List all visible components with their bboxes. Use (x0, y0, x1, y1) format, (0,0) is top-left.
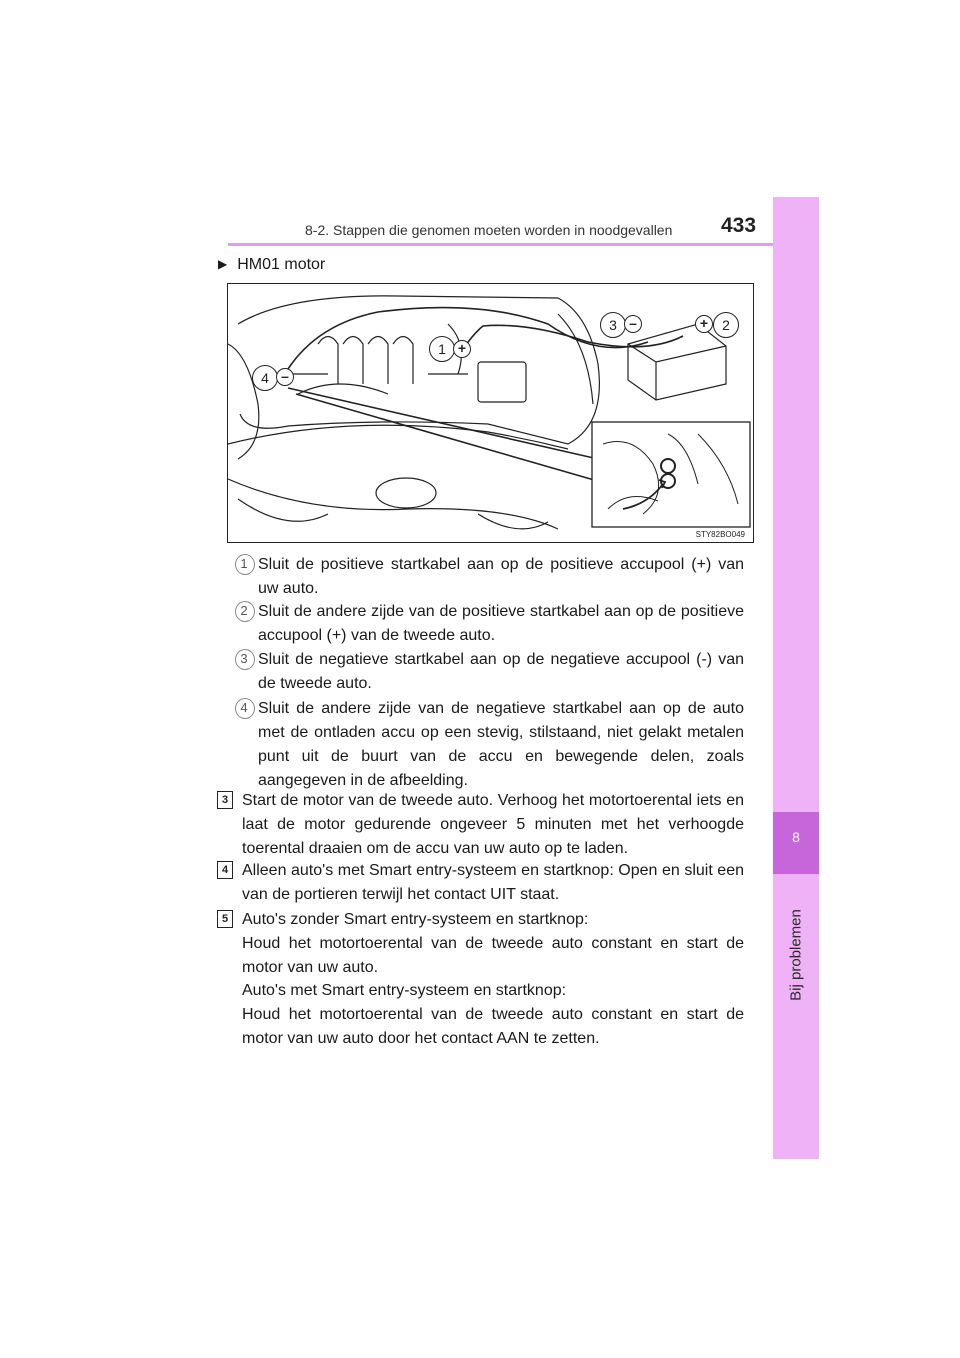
callout-3: 3 (600, 312, 626, 338)
emblem (376, 478, 436, 508)
step-number-5: 5 (217, 910, 233, 928)
negative-cable-lower (296, 394, 608, 484)
minus-sign-icon: – (624, 315, 642, 333)
figure-code: STY82BO049 (695, 530, 745, 539)
fender-left (228, 344, 259, 459)
negative-cable-top (288, 308, 648, 369)
engine-jumpstart-illustration (227, 283, 754, 543)
fender-right (558, 314, 593, 404)
step-text-5a: Houd het motortoerental van de tweede auto constant en start de motor van uw auto. (242, 935, 744, 976)
chapter-label: Bij problemen (787, 909, 805, 1001)
donor-battery (628, 324, 726, 400)
step-text-5b-title: Auto's met Smart entry-systeem en startknop: (242, 982, 567, 999)
substep-text-4: Sluit de andere zijde van de negatieve startkabel aan op de auto met de ontladen accu op een stevig, stilstaand, niet gelakt metalen punt uit de buurt van de accu en bewegende delen, zoals aangegeven in de afbeelding. (258, 700, 744, 789)
substep-text-1: Sluit de positieve startkabel aan op de positieve accupool (+) van uw auto. (258, 556, 744, 597)
substep-number-3: 3 (237, 651, 251, 667)
substep-text-3: Sluit de negatieve startkabel aan op de negatieve accupool (-) van de tweede auto. (258, 651, 744, 692)
bumper-line (228, 425, 568, 449)
plus-sign-icon: + (453, 340, 471, 358)
variant-heading-text: HM01 motor (237, 256, 326, 273)
substep-text-2: Sluit de andere zijde van de positieve startkabel aan op de positieve accupool (+) van de tweede auto. (258, 603, 744, 644)
page-number: 433 (721, 214, 757, 237)
callout-4: 4 (252, 365, 278, 391)
substep-number-1: 1 (237, 556, 251, 572)
illustration-drawing (228, 284, 753, 542)
chapter-side-tab (773, 197, 819, 1159)
chapter-number: 8 (792, 829, 800, 845)
hood-outline (238, 296, 599, 444)
running-header: 8-2. Stappen die genomen moeten worden in noodgevallen (305, 222, 673, 238)
triangle-bullet-icon: ▶ (218, 257, 228, 271)
ground-point-inset (592, 422, 750, 527)
car-battery (478, 362, 526, 402)
minus-sign-icon: – (276, 368, 294, 386)
header-rule (228, 243, 790, 246)
plus-sign-icon: + (695, 315, 713, 333)
step-text-5a-title: Auto's zonder Smart entry-systeem en startknop: (242, 911, 589, 928)
step-text-4: Alleen auto's met Smart entry-systeem en startknop: Open en sluit een van de portieren terwijl het contact UIT staat. (242, 862, 744, 903)
substep-number-4: 4 (237, 700, 251, 716)
step-text-3: Start de motor van de tweede auto. Verhoog het motortoerental iets en laat de motor gedurende ongeveer 5 minuten met het verhoogde toerental draaien om de accu van uw auto op te laden. (242, 792, 744, 857)
substep-number-2: 2 (237, 603, 251, 619)
variant-heading (218, 256, 325, 274)
step-number-4: 4 (217, 861, 233, 879)
step-text-5b: Houd het motortoerental van de tweede auto constant en start de motor van uw auto door het contact AAN te zetten. (242, 1006, 744, 1047)
bumper-lower (228, 479, 558, 529)
step-number-3: 3 (217, 791, 233, 809)
callout-1: 1 (429, 336, 455, 362)
engine-cylinders (318, 337, 413, 385)
callout-2: 2 (713, 312, 739, 338)
